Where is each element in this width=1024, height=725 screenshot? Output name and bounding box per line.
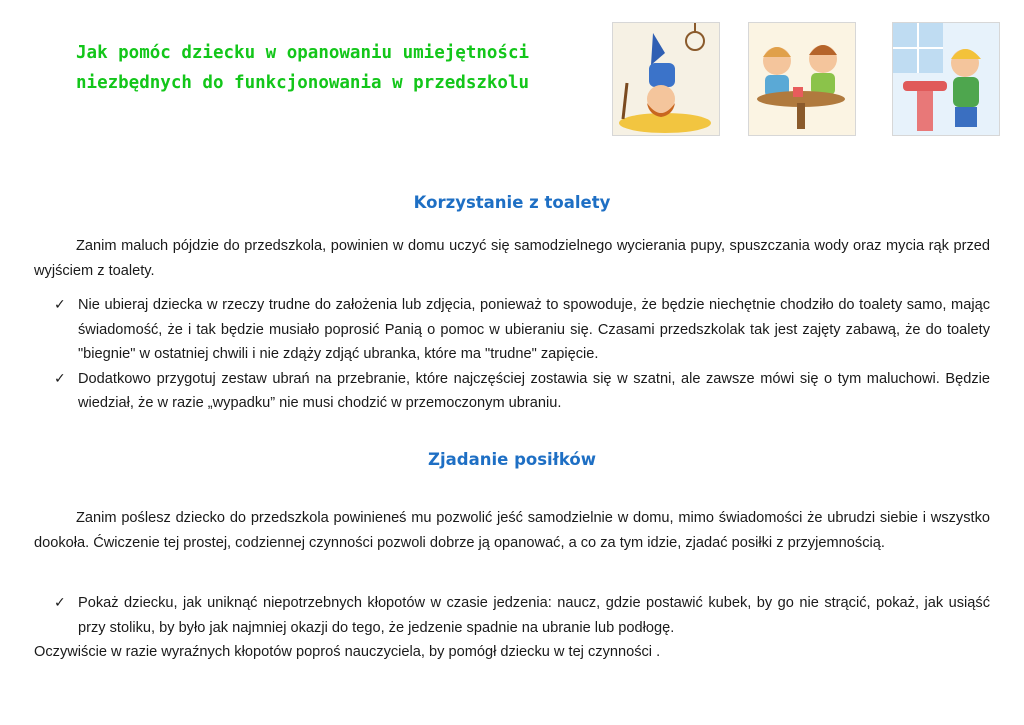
checkmark-icon: ✓	[54, 370, 66, 387]
child-upside-down-illustration	[612, 22, 720, 136]
toilet-intro-paragraph: Zanim maluch pójdzie do przedszkola, powinien w domu uczyć się samodzielnego wycierania pupy, spuszczania wody oraz mycia rąk przed wyjściem z toalety.	[34, 238, 990, 279]
list-item	[34, 293, 990, 367]
page-title: Jak pomóc dziecku w opanowaniu umiejętności niezbędnych do funkcjonowania w przedszkolu	[76, 43, 530, 93]
meals-checklist	[34, 591, 990, 640]
checkmark-icon: ✓	[54, 297, 66, 313]
section-heading-toilet: Korzystanie z toalety	[413, 193, 611, 212]
toilet-checklist	[34, 293, 990, 416]
list-item-text: Dodatkowo przygotuj zestaw ubrań na przebranie, które najczęściej zostawia się w szatni, ale zawsze mówi się o tym maluchowi. Będzie wiedział, że w razie „wypadku” nie musi chodzić w przemoczonym ubraniu.	[78, 370, 990, 411]
checkmark-icon: ✓	[54, 595, 66, 611]
list-item	[34, 367, 990, 416]
closing-sentence: Oczywiście w razie wyraźnych kłopotów poproś nauczyciela, by pomógł dziecku w tej czynności .	[34, 644, 661, 660]
children-eating-at-table-illustration	[748, 22, 856, 136]
meals-intro-paragraph: Zanim poślesz dziecko do przedszkola powinieneś mu pozwolić jeść samodzielnie w domu, mimo świadomości że ubrudzi siebie i wszystko dookoła. Ćwiczenie tej prostej, codziennej czynności pozwoli dobrze ją opanować, a co za tym idzie, zjadać posiłki z przyjemnością.	[34, 510, 990, 551]
list-item-text: Pokaż dziecku, jak uniknąć niepotrzebnych kłopotów w czasie jedzenia: naucz, gdzie postawić kubek, by go nie strącić, pokaż, jak usiąść przy stoliku, by było jak najmniej okazji do tego, że jedzenie spadnie na ubranie lub podłogę.	[78, 595, 990, 636]
list-item	[34, 591, 990, 640]
child-washing-hands-illustration	[892, 22, 1000, 136]
section-heading-meals: Zjadanie posiłków	[428, 450, 596, 469]
list-item-text: Nie ubieraj dziecka w rzeczy trudne do założenia lub zdjęcia, ponieważ to spowoduje, że będzie niechętnie chodziło do toalety samo, mając świadomość, że i tak będzie musiało poprosić Panią o pomoc w ubieraniu się. Czasami przedszkolak tak jest zajęty zabawą, że do toalety "biegnie" w ostatniej chwili i nie zdąży zdjąć ubranka, które ma "trudne" zapięcie.	[78, 297, 990, 362]
